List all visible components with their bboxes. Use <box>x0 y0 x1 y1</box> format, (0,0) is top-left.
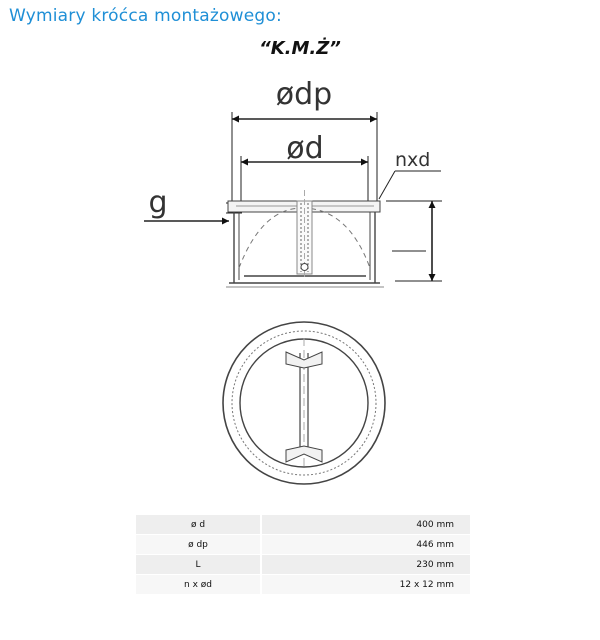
table-row <box>136 575 470 595</box>
table-row <box>136 555 470 575</box>
label-g: g <box>148 185 168 220</box>
leader-nxd <box>379 171 441 199</box>
page-heading: Wymiary króćca montażowego: <box>9 6 282 26</box>
table-cell-value: 230 mm <box>261 555 470 575</box>
side-view <box>226 190 384 287</box>
label-d: ød <box>286 131 324 166</box>
label-dp: ødp <box>275 77 333 112</box>
table-row <box>136 535 470 555</box>
table-row <box>136 515 470 535</box>
table-cell-param: ø d <box>136 515 261 535</box>
table-cell-value: 446 mm <box>261 535 470 555</box>
table-cell-value: 12 x 12 mm <box>261 575 470 595</box>
table-cell-value: 400 mm <box>261 515 470 535</box>
dimension-l <box>386 201 442 281</box>
drawing-title: “K.M.Ż” <box>259 38 341 59</box>
top-view <box>223 322 385 484</box>
table-cell-param: n x ød <box>136 575 261 595</box>
label-nxd: nxd <box>395 149 431 171</box>
table-cell-param: L <box>136 555 261 575</box>
specs-table <box>136 515 470 595</box>
table-cell-param: ø dp <box>136 535 261 555</box>
